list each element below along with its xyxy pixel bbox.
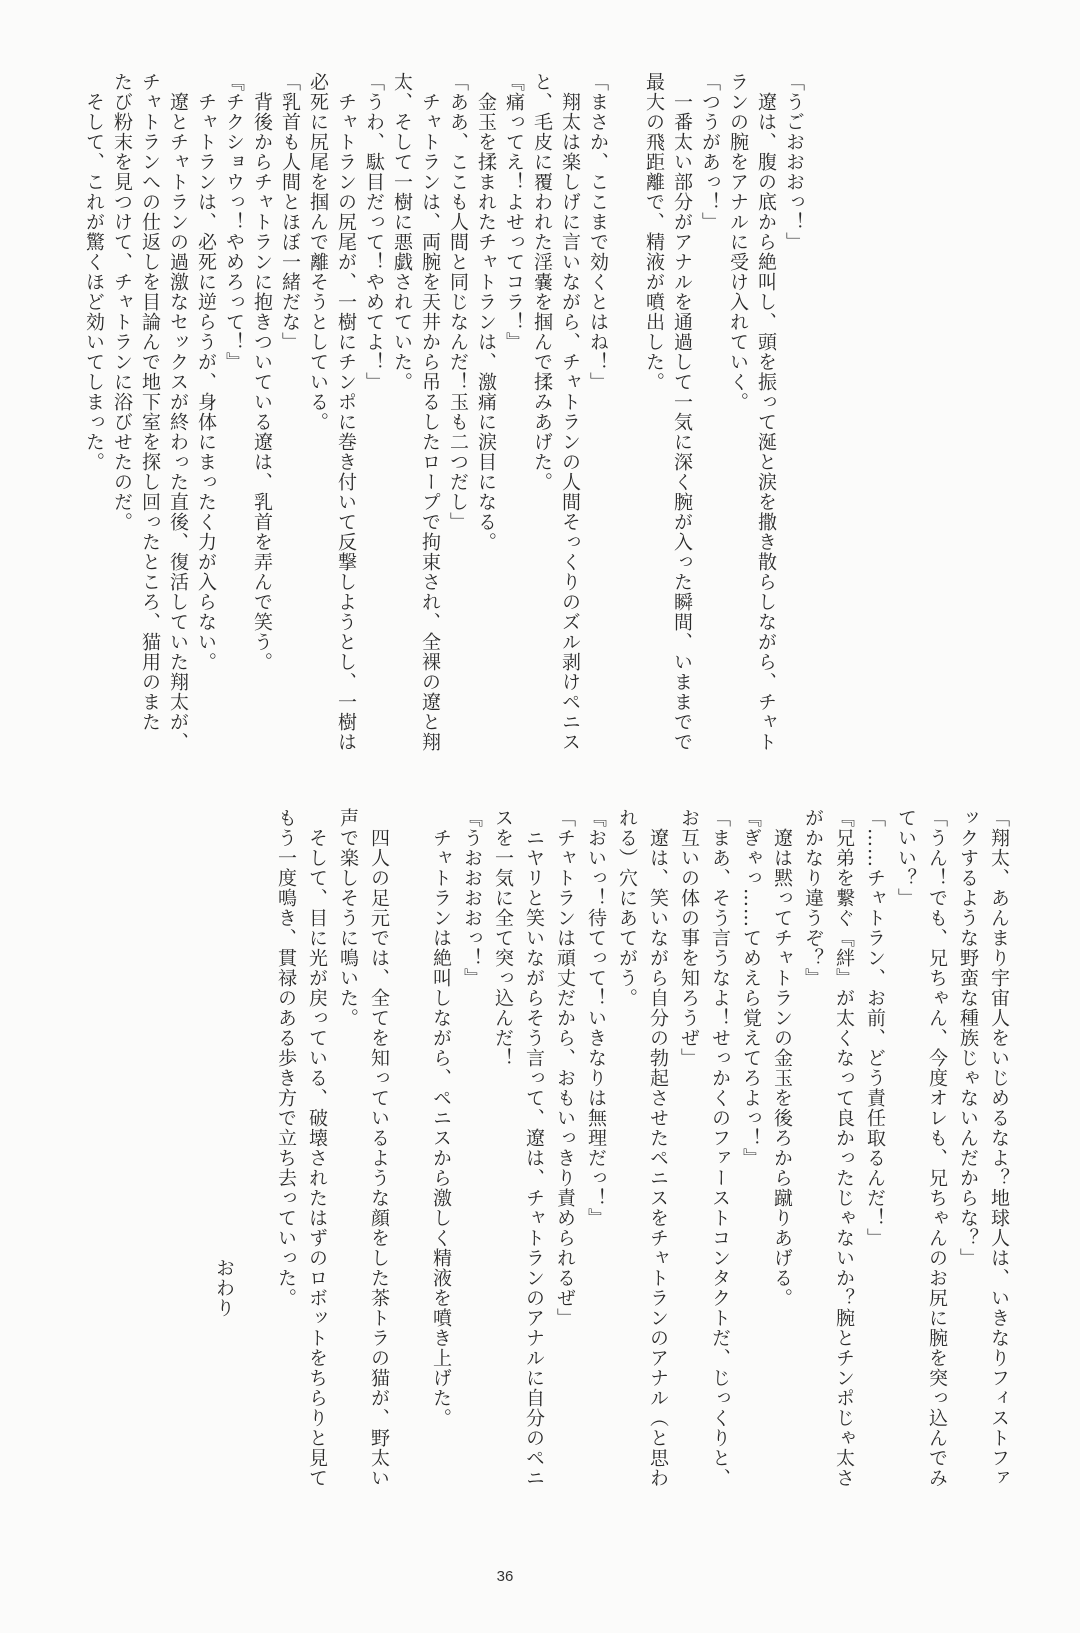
text-line: 遼は黙ってチャトランの金玉を後ろから蹴りあげる。 bbox=[771, 808, 793, 1308]
text-line: 太、そして一樹に悪戯されていた。 bbox=[391, 72, 413, 392]
blank-line bbox=[612, 72, 640, 802]
text-line: 翔太は楽しげに言いながら、チャトランの人間そっくりのズル剥けペニス bbox=[559, 72, 581, 752]
text-line: 一番太い部分がアナルを通過して一気に深く腕が入った瞬間、いままでで bbox=[671, 72, 693, 752]
text-line: 遼は、笑いながら自分の勃起させたペニスをチャトランのアナル（と思わ bbox=[647, 808, 669, 1488]
text-line: チャトランは、必死に逆らうが、身体にまったく力が入らない。 bbox=[195, 72, 217, 672]
text-line: 「……チャトラン、お前、どう責任取るんだ！」 bbox=[864, 808, 886, 1248]
text-line: 「うん！でも、兄ちゃん、今度オレも、兄ちゃんのお尻に腕を突っ込んでみ bbox=[926, 808, 948, 1488]
text-line: 「うごおおおっ！」 bbox=[783, 72, 805, 252]
text-block-bottom bbox=[208, 808, 1014, 1543]
text-line: ていい？」 bbox=[895, 808, 917, 908]
text-line: 『うおおおおっ！』 bbox=[461, 808, 483, 988]
blank-line bbox=[394, 808, 425, 1543]
text-line: そして、これが驚くほど効いてしまった。 bbox=[83, 72, 105, 472]
text-line: 「翔太、あんまり宇宙人をいじめるなよ？地球人は、いきなりフィストファ bbox=[988, 808, 1010, 1488]
text-line: 「チャトランは頑丈だから、おもいっきり責められるぜ」 bbox=[554, 808, 576, 1328]
text-line: チャトランの尻尾が、一樹にチンポに巻き付いて反撃しようとし、一樹は bbox=[335, 72, 357, 752]
text-line: たび粉末を見つけて、チャトランに浴びせたのだ。 bbox=[111, 72, 133, 532]
text-line: 「まさか、ここまで効くとはね！」 bbox=[587, 72, 609, 392]
text-line: 背後からチャトランに抱きついている遼は、乳首を弄んで笑う。 bbox=[251, 72, 273, 672]
text-line: 『痛ってえ！よせってコラ！』 bbox=[503, 72, 525, 352]
text-line: 最大の飛距離で、精液が噴出した。 bbox=[643, 72, 665, 392]
text-line: 遼とチャトランの過激なセックスが終わった直後、復活していた翔太が、 bbox=[167, 72, 189, 752]
text-line: 『兄弟を繋ぐ『絆』が太くなって良かったじゃないか？腕とチンポじゃ太さ bbox=[833, 808, 855, 1488]
blank-line bbox=[239, 808, 270, 1543]
text-block-top bbox=[80, 72, 808, 802]
text-line: 金玉を揉まれたチャトランは、激痛に涙目になる。 bbox=[475, 72, 497, 552]
text-line: ックするような野蛮な種族じゃないんだからな？」 bbox=[957, 808, 979, 1268]
text-line: スを一気に全て突っ込んだ！ bbox=[492, 808, 514, 1068]
text-line: 『ぎゃっ……てめえら覚えてろよっ！』 bbox=[740, 808, 762, 1168]
text-line: 「ああ、ここも人間と同じなんだ！玉も二つだし」 bbox=[447, 72, 469, 532]
text-line: 「つうがあっ！」 bbox=[699, 72, 721, 232]
text-line: 「うわ、駄目だって！やめてよ！」 bbox=[363, 72, 385, 392]
text-line: れる）穴にあてがう。 bbox=[616, 808, 638, 1008]
text-line: 遼は、腹の底から絶叫し、頭を振って涎と涙を撒き散らしながら、チャト bbox=[755, 72, 777, 752]
text-line: 四人の足元では、全てを知っているような顔をした茶トラの猫が、野太い bbox=[368, 808, 390, 1488]
text-line: チャトランへの仕返しを目論んで地下室を探し回ったところ、猫用のまた bbox=[139, 72, 161, 732]
text-line: と、毛皮に覆われた淫嚢を掴んで揉みあげた。 bbox=[531, 72, 553, 492]
text-line: もう一度鳴き、貫禄のある歩き方で立ち去っていった。 bbox=[275, 808, 297, 1308]
text-line: ニヤリと笑いながらそう言って、遼は、チャトランのアナルに自分のペニ bbox=[523, 808, 545, 1488]
text-line: 「乳首も人間とほぼ一緒だな」 bbox=[279, 72, 301, 352]
text-line: ランの腕をアナルに受け入れていく。 bbox=[727, 72, 749, 412]
text-line: 必死に尻尾を掴んで離そうとしている。 bbox=[307, 72, 329, 432]
text-line: がかなり違うぞ？』 bbox=[802, 808, 824, 988]
text-line: 声で楽しそうに鳴いた。 bbox=[337, 808, 359, 1028]
text-line: チャトランは、両腕を天井から吊るしたロープで拘束され、全裸の遼と翔 bbox=[419, 72, 441, 752]
text-line: お互いの体の事を知ろうぜ」 bbox=[678, 808, 700, 1068]
text-line: 『チクショウっ！やめろって！』 bbox=[223, 72, 245, 372]
text-line: 『おいっ！待てって！いきなりは無理だっ！』 bbox=[585, 808, 607, 1228]
text-line: そして、目に光が戻っている、破壊されたはずのロボットをちらりと見て bbox=[306, 808, 328, 1488]
text-line: チャトランは絶叫しながら、ペニスから激しく精液を噴き上げた。 bbox=[430, 808, 452, 1428]
page-number: 36 bbox=[496, 1568, 514, 1585]
text-line: 「まあ、そう言うなよ！せっかくのファーストコンタクトだ、じっくりと、 bbox=[709, 808, 731, 1488]
end-mark: おわり bbox=[213, 1258, 235, 1318]
